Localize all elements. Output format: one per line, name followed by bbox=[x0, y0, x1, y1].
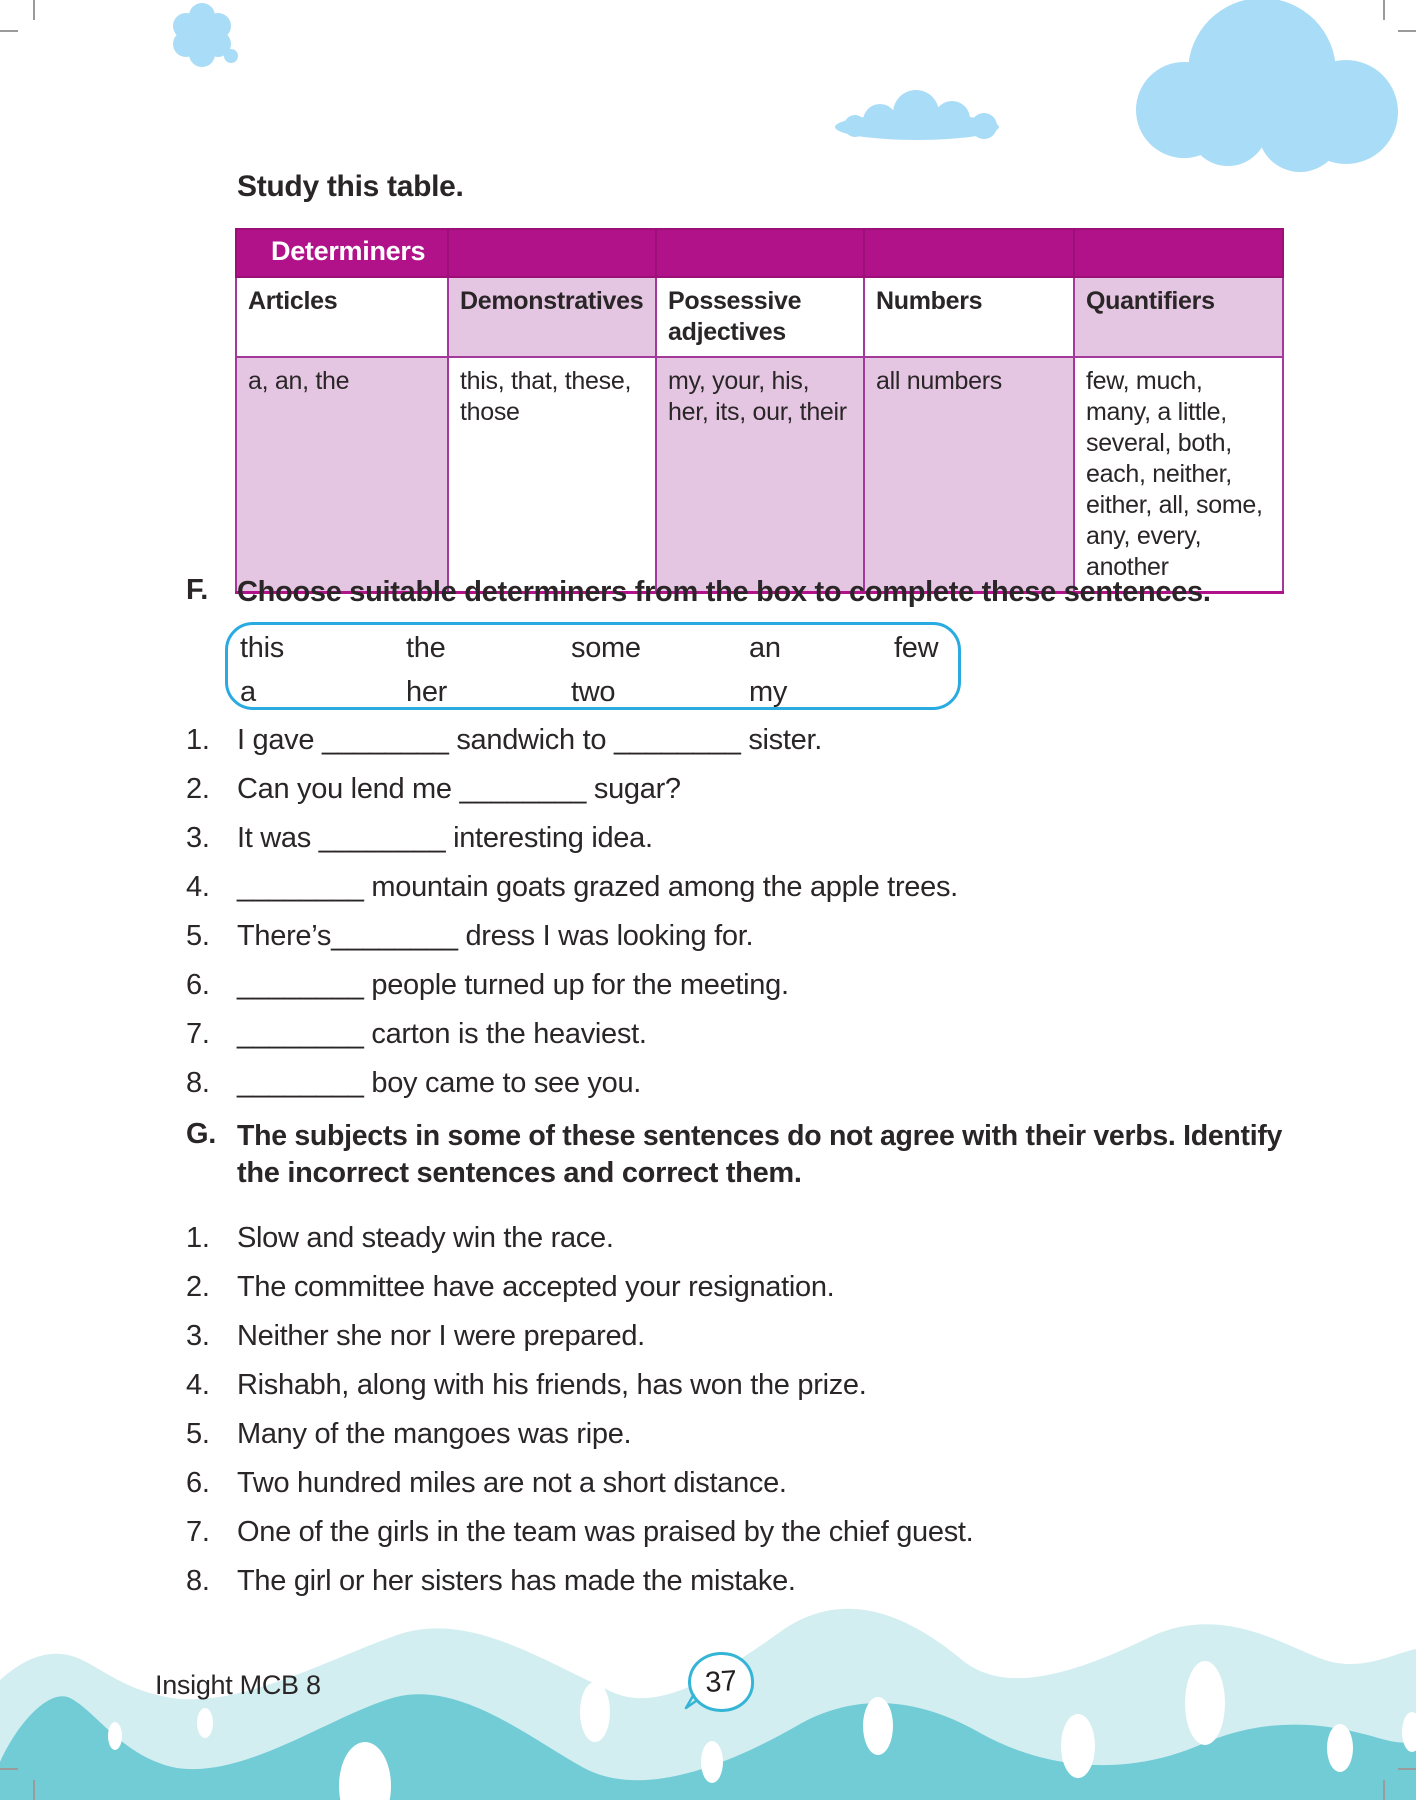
crop-mark bbox=[1383, 1780, 1385, 1800]
list-item: 2. Can you lend me ________ sugar? bbox=[186, 773, 681, 805]
list-item: 3. It was ________ interesting idea. bbox=[186, 822, 653, 854]
cell-possessive: my, your, his, her, its, our, their bbox=[656, 357, 864, 593]
list-item: 5. Many of the mangoes was ripe. bbox=[186, 1418, 632, 1450]
crop-mark bbox=[33, 0, 35, 20]
section-g-heading-line2: the incorrect sentences and correct them. bbox=[237, 1157, 802, 1189]
table-title: Determiners bbox=[236, 229, 448, 277]
col-header-numbers: Numbers bbox=[864, 277, 1074, 357]
determiner-word-box bbox=[225, 622, 961, 710]
word-box-row2 bbox=[240, 676, 950, 709]
cell-articles: a, an, the bbox=[236, 357, 448, 593]
word-her: her bbox=[406, 676, 448, 708]
section-f-heading bbox=[237, 574, 1282, 611]
section-f-label: F. bbox=[186, 574, 208, 606]
cell-quantifiers: few, much, many, a little, several, both, each, neither, either, all, some, any, every, another bbox=[1074, 357, 1283, 593]
page-number: 37 bbox=[686, 1650, 756, 1714]
crop-mark bbox=[1398, 1768, 1416, 1770]
section-f-heading-text: Choose suitable determiners from the box to complete these sentences. bbox=[237, 576, 1211, 608]
list-item: 4. ________ mountain goats grazed among the apple trees. bbox=[186, 871, 958, 903]
list-item: 7. ________ carton is the heaviest. bbox=[186, 1018, 647, 1050]
crop-mark bbox=[1398, 30, 1416, 32]
study-table-heading: Study this table. bbox=[237, 170, 464, 203]
section-g-heading bbox=[237, 1118, 1282, 1192]
determiners-table bbox=[235, 228, 1284, 594]
table-examples-row bbox=[236, 357, 1283, 593]
col-header-articles: Articles bbox=[236, 277, 448, 357]
word-this: this bbox=[240, 632, 284, 664]
list-item: 1. Slow and steady win the race. bbox=[186, 1222, 614, 1254]
list-item: 8. The girl or her sisters has made the mistake. bbox=[186, 1565, 796, 1597]
crop-mark bbox=[0, 1768, 18, 1770]
word-two: two bbox=[571, 676, 616, 708]
table-header-row bbox=[236, 277, 1283, 357]
list-item: 2. The committee have accepted your resignation. bbox=[186, 1271, 835, 1303]
crop-mark bbox=[33, 1780, 35, 1800]
cell-demonstratives: this, that, these, those bbox=[448, 357, 656, 593]
col-header-demonstratives: Demonstratives bbox=[448, 277, 656, 357]
book-title: Insight MCB 8 bbox=[155, 1670, 321, 1700]
flower-icon bbox=[173, 3, 238, 67]
list-item: 4. Rishabh, along with his friends, has won the prize. bbox=[186, 1369, 867, 1401]
big-cloud-icon bbox=[1136, 0, 1398, 172]
list-item: 1. I gave ________ sandwich to ________ sister. bbox=[186, 724, 822, 756]
section-g-heading-line1: The subjects in some of these sentences do not agree with their verbs. Identify bbox=[237, 1120, 1283, 1152]
word-my: my bbox=[749, 676, 788, 708]
list-item: 5. There’s________ dress I was looking for. bbox=[186, 920, 754, 952]
list-item: 3. Neither she nor I were prepared. bbox=[186, 1320, 645, 1352]
word-box-row1 bbox=[240, 632, 950, 665]
word-the: the bbox=[406, 632, 446, 664]
word-a: a bbox=[240, 676, 256, 708]
top-decorations bbox=[0, 0, 1416, 180]
list-item: 6. Two hundred miles are not a short distance. bbox=[186, 1467, 787, 1499]
section-f-list bbox=[186, 716, 1306, 1108]
word-few: few bbox=[894, 632, 939, 664]
bubble-tail bbox=[680, 1692, 700, 1712]
col-header-possessive: Possessive adjectives bbox=[656, 277, 864, 357]
col-header-quantifiers: Quantifiers bbox=[1074, 277, 1283, 357]
table-title-row bbox=[236, 229, 1283, 277]
crop-mark bbox=[0, 30, 18, 32]
list-item: 8. ________ boy came to see you. bbox=[186, 1067, 642, 1099]
word-some: some bbox=[571, 632, 641, 664]
page-number-bubble bbox=[688, 1652, 754, 1712]
word-an: an bbox=[749, 632, 781, 664]
crop-mark bbox=[1383, 0, 1385, 20]
list-item: 6. ________ people turned up for the meeting. bbox=[186, 969, 789, 1001]
small-cloud-icon bbox=[835, 90, 999, 140]
section-g-label: G. bbox=[186, 1118, 217, 1150]
list-item: 7. One of the girls in the team was praised by the chief guest. bbox=[186, 1516, 974, 1548]
cell-numbers: all numbers bbox=[864, 357, 1074, 593]
